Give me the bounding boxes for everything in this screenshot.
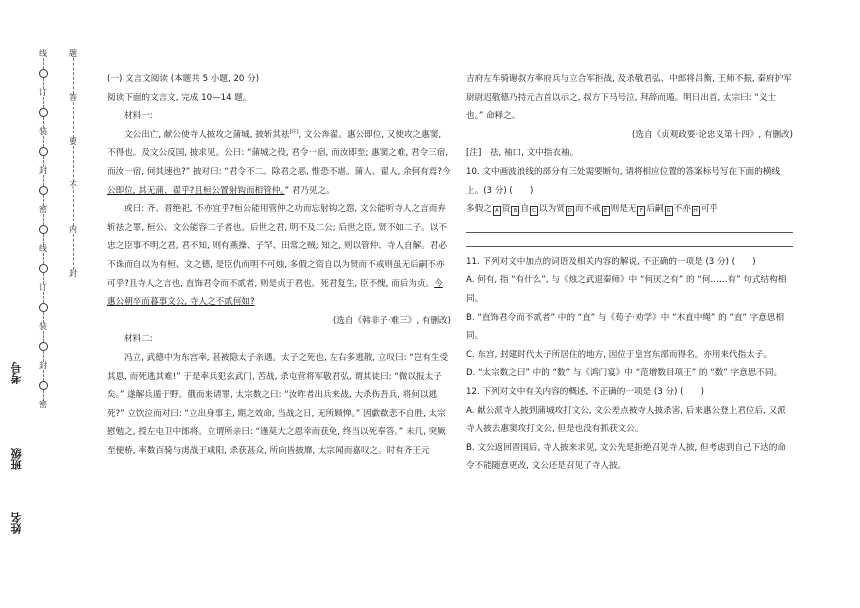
binding-hole bbox=[39, 186, 48, 195]
dashed-line bbox=[43, 97, 44, 108]
seal-line-char: 答 bbox=[69, 93, 77, 102]
sentence-fragment: 自 bbox=[520, 204, 530, 215]
answer-line[interactable] bbox=[466, 219, 793, 233]
dashed-line bbox=[73, 102, 74, 138]
dashed-line bbox=[73, 234, 74, 270]
sentence-fragment: 可乎 bbox=[700, 204, 719, 215]
material-1-title: 材料一: bbox=[124, 111, 153, 122]
question-11-option-a: A. 何有, 指 “有什么”, 与《烛之武退秦师》中 “何厌之有” 的 “何……有” 句式结构相同。 bbox=[466, 275, 787, 304]
question-11-option-b: B. “直饰君令而不贰者” 中的 “直” 与《荀子·劝学》中 “木直中绳” 的 “直” 字意思相同。 bbox=[466, 312, 785, 342]
question-11-option-c: C. 东宫, 封建时代太子所居住的地方, 因位于皇宫东部而得名。亦用来代指太子。 bbox=[466, 349, 772, 360]
break-position-box[interactable]: G bbox=[665, 206, 673, 216]
seal-line-char: 订 bbox=[39, 283, 47, 292]
binding-hole bbox=[39, 303, 48, 312]
seal-line-outer bbox=[36, 50, 50, 409]
class-label: 班级 bbox=[10, 448, 23, 470]
break-position-box[interactable]: E bbox=[602, 206, 610, 216]
left-column bbox=[107, 70, 451, 460]
footnote: [注] 祛, 袖口, 文中指衣袖。 bbox=[466, 148, 579, 159]
sentence-fragment: 不亦 bbox=[673, 204, 691, 215]
material-2-title: 材料二: bbox=[124, 334, 153, 345]
break-position-box[interactable]: A bbox=[493, 206, 501, 216]
material-2-continued: 吉府左车骑谢叔方率府兵与立合军拒战, 及杀敬君弘、中郎将吕衡, 王师不振, 秦府护军尉尉迟敬德乃持元吉首以示之, 叔方下马号泣, 拜辞而遁。明日出首, 太宗曰: “义士也。” 命释之。 bbox=[466, 74, 792, 122]
binding-hole bbox=[39, 108, 48, 117]
seal-line-char: 封 bbox=[69, 269, 77, 278]
seal-line-char: 不 bbox=[69, 181, 77, 190]
instruction: 阅读下面的文言文, 完成 10—14 题。 bbox=[107, 92, 252, 103]
dashed-line bbox=[73, 146, 74, 182]
dashed-line bbox=[43, 136, 44, 147]
seal-line-char: 封 bbox=[39, 166, 47, 175]
break-position-box[interactable]: B bbox=[511, 206, 519, 216]
dashed-line bbox=[43, 253, 44, 264]
name-label: 姓名 bbox=[10, 512, 23, 534]
seal-line-char: 题 bbox=[69, 49, 77, 58]
break-position-box[interactable]: F bbox=[637, 206, 645, 216]
seal-line-char: 内 bbox=[69, 225, 77, 234]
dashed-line bbox=[73, 190, 74, 226]
question-10-sentence bbox=[466, 200, 793, 219]
dashed-line bbox=[43, 370, 44, 381]
sentence-fragment: 而不戒 bbox=[574, 204, 601, 215]
binding-hole bbox=[39, 342, 48, 351]
sentence-fragment: 资 bbox=[501, 204, 511, 215]
binding-hole bbox=[39, 264, 48, 273]
seal-line-char: 线 bbox=[39, 244, 47, 253]
binding-hole bbox=[39, 225, 48, 234]
seal-line-char: 装 bbox=[39, 127, 47, 136]
dashed-line bbox=[43, 331, 44, 342]
right-column bbox=[466, 70, 793, 476]
material-2-source: (选自《贞观政要·论忠义第十四》, 有删改) bbox=[632, 129, 793, 140]
material-1-paragraph-1: 文公出亡, 献公使寺人披攻之蒲城, 披斩其祛[注], 文公奔翟。惠公即位, 又使攻之惠窦, 不得也。及文公反国, 披求见。公曰: “蒲城之役, 君令一宿, 而汝即至; 惠窦之难, 君令三宿, 而汝一宿, 何其速也?” 披对曰: “君令不二。除君之恶, 惟恐不堪。蒲人、翟人, 余何有焉?今公即位, 其无蒲、翟乎?且桓公置射钩而相管仲。” 君乃见之。 bbox=[107, 128, 451, 196]
question-11-option-d: D. “太宗数之曰” 中的 “数” 与《鸿门宴》中 “范增数目项王” 的 “数” 字意思不同。 bbox=[466, 368, 783, 379]
seal-line-char: 密 bbox=[39, 400, 47, 409]
exam-number-label: 考号 bbox=[10, 362, 23, 384]
binding-hole bbox=[39, 147, 48, 156]
material-2-paragraph: 冯立, 武德中为东宫率, 甚被隐太子亲遇。太子之死也, 左右多逃散, 立叹曰: “岂有生受其恩, 而死逃其难!” 于是率兵犯玄武门, 苦战, 杀屯营将军敬君弘, 谓其徒曰: “微以报太子矣。” 遂解兵遁于野。俄而来请罪, 太宗数之曰: “汝昨者出兵来战, 大杀伤吾兵, 将何以逃死?” 立饮泣而对曰: “立出身事主, 期之效命, 当战之日, 无所顾惮。” 因歔欷悲不自胜, 太宗慰勉之, 授左屯卫中郎将。立谓所亲曰: “逢莫大之恩幸而获免, 终当以死奉答。” 未几, 突厥至便桥, 率数百骑与虏战于咸阳, 杀获甚众, 所向皆披靡, 太宗闻而嘉叹之。时有齐王元 bbox=[107, 352, 449, 456]
seal-line-char: 订 bbox=[39, 88, 47, 97]
seal-line-char: 线 bbox=[39, 49, 47, 58]
sentence-fragment: 以为贤 bbox=[539, 204, 565, 215]
binding-hole bbox=[39, 381, 48, 390]
question-10: 10. 文中画波浪线的部分有三处需要断句, 请将相应位置的答案标号写在下面的横线上。(3 分) ( ) bbox=[466, 166, 781, 196]
break-position-box[interactable]: D bbox=[566, 206, 574, 216]
question-12: 12. 下列对文中有关内容的概述, 不正确的一项是 (3 分) ( ) bbox=[466, 386, 704, 397]
seal-line-char: 封 bbox=[39, 361, 47, 370]
seal-line-inner bbox=[66, 50, 80, 278]
material-1-paragraph-2: 或曰: 齐、晋绝祀, 不亦宜乎?桓公能用管仲之功而忘射钩之怨, 文公能听寺人之言而弃斩祛之罪, 桓公、文公能容二子者也。后世之君, 明不及二公; 后世之臣, 贤不如二子。以不忠之臣事不明之君, 君不知, 则有燕操、子罕、田常之贼; 知之, 则以管仲、寺人自解。君必不诛而自以为有桓、文之德, 是臣仇而明不可烛, 多假之资自以为贤而不戒则虽无后嗣不亦可乎?且寺人之言也, 直饰君令而不贰者, 则是贞于君也。死君复生, 臣不愧, 而后为贞。今惠公朝卒而暮事文公, 寺人之不贰何如? bbox=[107, 204, 447, 308]
sentence-fragment: 则是无 bbox=[610, 204, 637, 215]
footnote-marker: [注] bbox=[289, 128, 299, 135]
seal-line-char: 要 bbox=[69, 137, 77, 146]
break-position-box[interactable]: H bbox=[692, 206, 700, 216]
dashed-line bbox=[73, 58, 74, 94]
underlined-sentence-2: 今惠公朝卒而暮事文公, 寺人之不贰何如? bbox=[107, 278, 443, 308]
seal-line-char: 密 bbox=[39, 205, 47, 214]
seal-line-char: 装 bbox=[39, 322, 47, 331]
binding-margin bbox=[0, 0, 95, 608]
sentence-fragment: 多假之 bbox=[466, 204, 492, 215]
dashed-line bbox=[43, 175, 44, 186]
material-1-source: (选自《韩非子·难三》, 有删改) bbox=[332, 315, 451, 326]
question-12-option-a: A. 献公派寺人披到蒲城攻打文公, 文公差点被寺人披杀害, 后来惠公登上君位后, 又派寺人披去惠窦攻打文公, 但是也没有抓获文公。 bbox=[466, 405, 786, 435]
dashed-line bbox=[43, 58, 44, 69]
question-12-option-b: B. 文公返回晋国后, 寺人披来求见, 文公先是拒绝召见寺人披, 但考虑到自己下达的命令不能随意更改, 文公还是召见了寺人披。 bbox=[466, 442, 786, 472]
sentence-fragment: 后嗣 bbox=[646, 204, 664, 215]
section-title: (一) 文言文阅读 (本题共 5 小题, 20 分) bbox=[107, 74, 260, 84]
binding-hole bbox=[39, 69, 48, 78]
underlined-sentence-1: 公即位, 其无蒲、翟乎?且桓公置射钩而相管仲。 bbox=[107, 185, 285, 196]
dashed-line bbox=[43, 292, 44, 303]
question-11: 11. 下列对文中加点的词语及相关内容的解说, 不正确的一项是 (3 分) ( ) bbox=[466, 256, 756, 267]
dashed-line bbox=[43, 214, 44, 225]
break-position-box[interactable]: C bbox=[530, 206, 538, 216]
answer-line[interactable] bbox=[466, 233, 793, 247]
